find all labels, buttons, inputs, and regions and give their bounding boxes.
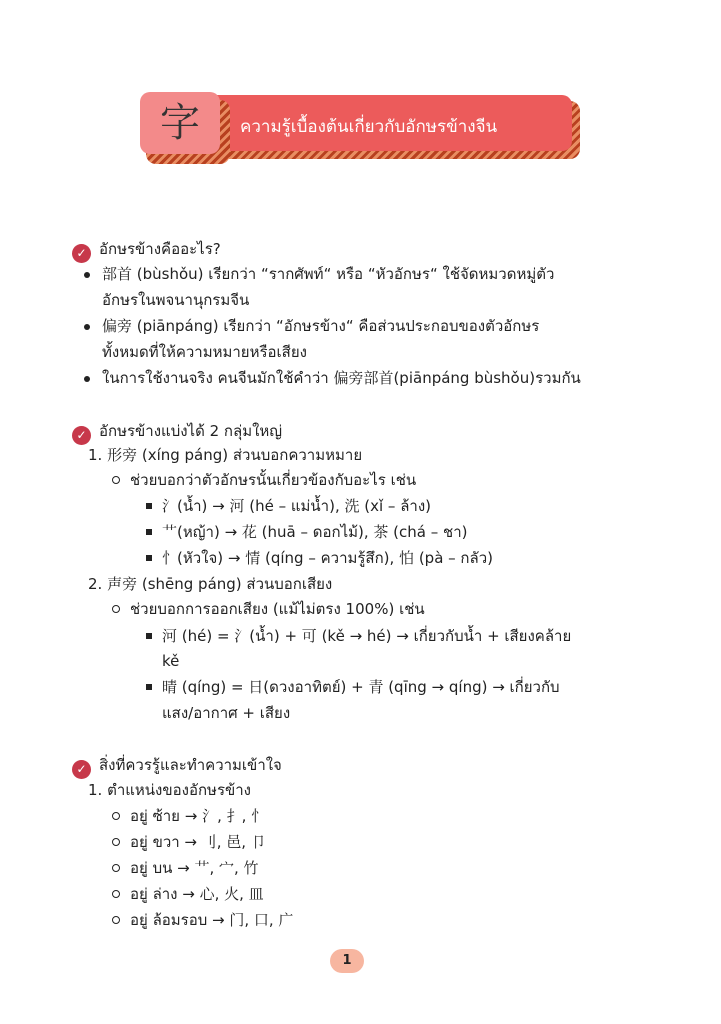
section-heading-tips: ✓ สิ่งที่ควรรู้และทำความเข้าใจ [72, 754, 282, 779]
circle-bullet-icon [112, 916, 120, 924]
example-item-continuation: kě [162, 652, 180, 670]
section-heading-groups: ✓ อักษรข้างแบ่งได้ 2 กลุ่มใหญ่ [72, 420, 282, 445]
position-item: อยู่ ล่าง → 心, 火, 皿 [130, 885, 264, 903]
group-title-sound: 2. 声旁 (shēng páng) ส่วนบอกเสียง [88, 575, 333, 593]
check-icon: ✓ [72, 426, 91, 445]
character-icon [140, 92, 220, 154]
circle-bullet-icon [112, 812, 120, 820]
title-banner [140, 92, 582, 168]
list-item: ในการใช้งานจริง คนจีนมักใช้คำว่า 偏旁部首(piānpáng bùshǒu)รวมกัน [102, 369, 581, 387]
circle-bullet-icon [112, 838, 120, 846]
bullet-icon [84, 324, 90, 330]
position-item: อยู่ ล้อมรอบ → 门, 口, 广 [130, 911, 294, 929]
banner-title: ความรู้เบื้องต้นเกี่ยวกับอักษรข้างจีน [240, 117, 498, 137]
example-item: 晴 (qíng) = 日(ดวงอาทิตย์) + 青 (qīng → qíng) → เกี่ยวกับ [162, 678, 560, 696]
group-title-meaning: 1. 形旁 (xíng páng) ส่วนบอกความหมาย [88, 446, 363, 464]
example-item: 氵(น้ำ) → 河 (hé – แม่น้ำ), 洗 (xǐ – ล้าง) [162, 497, 431, 515]
list-item-continuation: ทั้งหมดที่ให้ความหมายหรือเสียง [102, 343, 307, 361]
page-number: 1 [330, 949, 364, 973]
list-item: 偏旁 (piānpáng) เรียกว่า “อักษรข้าง“ คือส่วนประกอบของตัวอักษร [102, 317, 540, 335]
position-item: อยู่ ซ้าย → 氵, 扌, 忄 [130, 807, 267, 825]
position-item: อยู่ ขวา → 刂, 邑, 卩 [130, 833, 266, 851]
list-item-continuation: อักษรในพจนานุกรมจีน [102, 291, 250, 309]
group-description: ช่วยบอกการออกเสียง (แม้ไม่ตรง 100%) เช่น [130, 600, 425, 618]
circle-bullet-icon [112, 476, 120, 484]
square-bullet-icon [146, 684, 152, 690]
square-bullet-icon [146, 555, 152, 561]
tips-subtitle: 1. ตำแหน่งของอักษรข้าง [88, 781, 252, 799]
example-item: 河 (hé) = 氵(น้ำ) + 可 (kě → hé) → เกี่ยวกับน้ำ + เสียงคล้าย [162, 627, 572, 645]
square-bullet-icon [146, 633, 152, 639]
check-icon: ✓ [72, 244, 91, 263]
circle-bullet-icon [112, 890, 120, 898]
example-item: 艹(หญ้า) → 花 (huā – ดอกไม้), 茶 (chá – ชา) [162, 523, 468, 541]
bullet-icon [84, 376, 90, 382]
circle-bullet-icon [112, 864, 120, 872]
character-icon-glyph: 字 [160, 100, 200, 146]
bullet-icon [84, 272, 90, 278]
group-description: ช่วยบอกว่าตัวอักษรนั้นเกี่ยวข้องกับอะไร เช่น [130, 471, 417, 489]
position-item: อยู่ บน → 艹, 宀, 竹 [130, 859, 259, 877]
square-bullet-icon [146, 529, 152, 535]
list-item: 部首 (bùshǒu) เรียกว่า “รากศัพท์“ หรือ “หัวอักษร“ ใช้จัดหมวดหมู่ตัว [102, 265, 555, 283]
section-heading-what: ✓ อักษรข้างคืออะไร? [72, 238, 221, 263]
circle-bullet-icon [112, 605, 120, 613]
check-icon: ✓ [72, 760, 91, 779]
example-item: 忄(หัวใจ) → 情 (qíng – ความรู้สึก), 怕 (pà – กลัว) [162, 549, 493, 567]
square-bullet-icon [146, 503, 152, 509]
example-item-continuation: แสง/อากาศ + เสียง [162, 704, 291, 722]
